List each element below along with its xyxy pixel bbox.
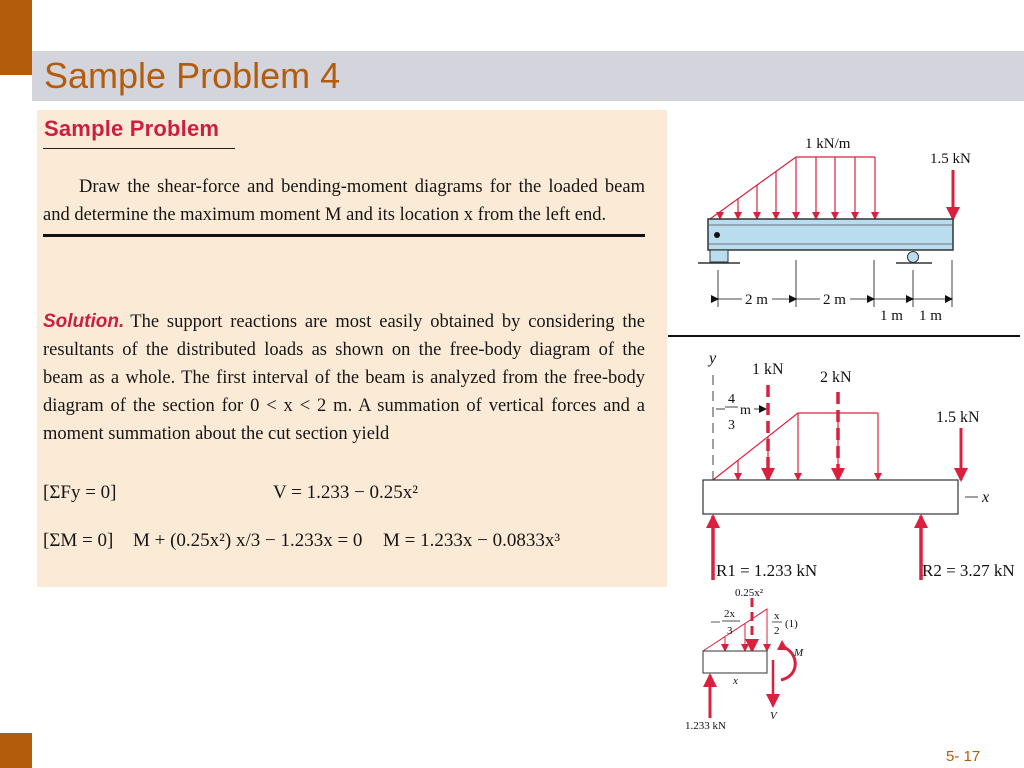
fbd-beam: [703, 480, 958, 514]
left-support: [710, 250, 728, 262]
section-beam: [703, 651, 767, 673]
section-load-outline: [703, 609, 767, 651]
roller-support: [908, 252, 919, 263]
section-reaction-label: 1.233 kN: [685, 720, 726, 732]
dist-load-label: 1 kN/m: [805, 136, 851, 152]
y-axis-label: y: [709, 350, 717, 367]
section-dim-numerator: 2x: [724, 608, 735, 620]
beam: [708, 219, 953, 250]
resultant-1-label: 1 kN: [752, 361, 784, 378]
loaded-beam-figure: [698, 136, 971, 324]
section-diagram: [685, 587, 804, 732]
equation-2-label: [ΣM = 0]: [43, 530, 114, 551]
dim-label-2: 2 m: [823, 292, 846, 308]
equation-1: V = 1.233 − 0.25x²: [273, 482, 419, 503]
pin-marker: [714, 232, 720, 238]
point-load-label: 1.5 kN: [930, 151, 971, 167]
equation-3: M = 1.233x − 0.0833x³: [383, 530, 561, 551]
problem-statement: Draw the shear-force and bending-moment diagrams for the loaded beam and determine the maximum moment M and its location x from the left end.: [43, 177, 645, 225]
dim-label-3: 1 m: [880, 308, 903, 324]
x-axis-label: x: [982, 489, 990, 506]
equation-2: M + (0.25x²) x/3 − 1.233x = 0: [133, 530, 363, 551]
solution-text: The support reactions are most easily obtained by considering the resultants of the distributed loads as shown on the free-body diagram of the beam as a whole. The first interval of the beam is analyzed from the free-body diagram of the section for 0 < x < 2 m. A summation of vertical forces and a moment summation about the cut section yield: [43, 312, 645, 444]
dim-label-4: 1 m: [919, 308, 942, 324]
reaction-r2-label: R2 = 3.27 kN: [922, 561, 1015, 580]
point-load-label-fbd: 1.5 kN: [936, 409, 980, 426]
section-half-denominator: 2: [774, 625, 780, 637]
dim-denominator: 3: [728, 418, 735, 433]
reaction-r1-label: R1 = 1.233 kN: [716, 561, 818, 580]
load-arrows: [738, 413, 878, 480]
distributed-load-arrows: [720, 157, 875, 219]
dim-label-1: 2 m: [745, 292, 768, 308]
section-point-label: (1): [785, 618, 798, 630]
free-body-diagram: [703, 350, 1015, 580]
dim-numerator: 4: [728, 392, 735, 407]
resultant-2-label: 2 kN: [820, 369, 852, 386]
page-number: 5- 17: [946, 748, 981, 765]
solution-label: Solution.: [43, 311, 125, 332]
section-half-numerator: x: [774, 610, 780, 622]
sample-problem-heading: Sample Problem: [44, 116, 220, 141]
shear-label: V: [770, 710, 777, 722]
distributed-load-outline: [710, 157, 875, 219]
moment-label: M: [794, 647, 804, 659]
equation-1-label: [ΣFy = 0]: [43, 482, 117, 503]
section-dim-denominator: 3: [727, 625, 733, 637]
slide-title: Sample Problem 4: [44, 55, 341, 96]
section-length-label: x: [733, 675, 738, 687]
section-load-label: 0.25x²: [735, 587, 764, 599]
dim-unit: m: [740, 403, 751, 418]
